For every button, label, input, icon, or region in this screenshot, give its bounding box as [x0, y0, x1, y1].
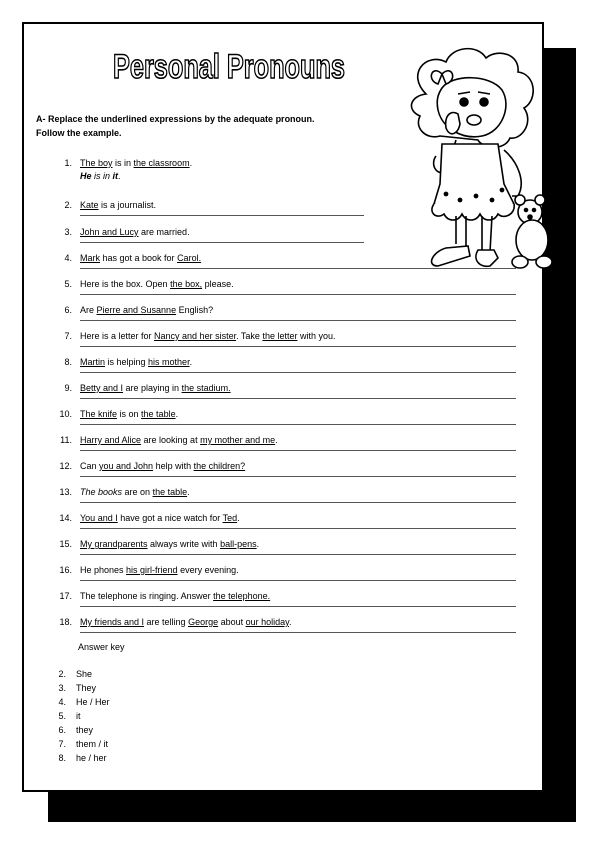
- answer-line[interactable]: [80, 372, 516, 373]
- exercise-sentence: [80, 304, 213, 316]
- answer-key-item: [44, 725, 244, 737]
- worksheet-page: [22, 22, 544, 792]
- answer-key-value: it: [76, 711, 81, 721]
- answer-line[interactable]: [80, 320, 516, 321]
- highlighted-expression: George: [188, 617, 219, 627]
- sentence-text: has got a book for: [100, 253, 178, 263]
- answer-key-number: 3.: [58, 683, 66, 693]
- highlighted-expression: ball-pens: [220, 539, 257, 549]
- answer-line[interactable]: [80, 215, 364, 216]
- item-number: 13.: [59, 487, 72, 497]
- answer-line[interactable]: [80, 580, 516, 581]
- exercise-item: [44, 616, 524, 636]
- instructions: [36, 112, 386, 140]
- exercise-sentence: [80, 434, 278, 446]
- sentence-text: .: [275, 435, 278, 445]
- exercise-item: [44, 330, 524, 350]
- sentence-text: English?: [176, 305, 214, 315]
- exercise-sentence: [80, 564, 239, 576]
- highlighted-expression: his mother: [148, 357, 190, 367]
- highlighted-expression: the telephone.: [213, 591, 271, 601]
- item-number: 8.: [64, 357, 72, 367]
- example-answer-middle: is in: [91, 171, 113, 181]
- highlighted-expression: the box,: [170, 279, 203, 289]
- answer-key-value: them / it: [76, 739, 109, 749]
- highlighted-expression: Martin: [80, 357, 106, 367]
- highlighted-expression: the table: [141, 409, 176, 419]
- exercise-sentence: [80, 408, 178, 420]
- sentence-text: .: [289, 617, 292, 627]
- highlighted-expression: The books: [80, 487, 123, 497]
- example-answer-end: .: [118, 171, 121, 181]
- sentence-text: The telephone is ringing. Answer: [80, 591, 214, 601]
- exercise-item: [44, 226, 524, 246]
- example-answer-object: it: [112, 171, 119, 181]
- answer-key-number: 2.: [58, 669, 66, 679]
- sentence-text: help with: [153, 461, 194, 471]
- sentence-text: .: [175, 409, 179, 419]
- sentence-text: are looking at: [141, 435, 201, 445]
- answer-key-value: he / her: [76, 753, 107, 763]
- highlighted-expression: the table: [152, 487, 188, 497]
- highlighted-expression: Pierre and Susanne: [96, 305, 177, 315]
- answer-key-number: 7.: [58, 739, 66, 749]
- sentence-text: He phones: [80, 565, 127, 575]
- exercise-item: [44, 538, 524, 558]
- example-item: [44, 157, 344, 183]
- exercise-sentence: [80, 330, 336, 342]
- highlighted-expression: his girl-friend: [126, 565, 178, 575]
- highlighted-expression: the classroom: [133, 158, 190, 168]
- highlighted-expression: My grandparents: [80, 539, 148, 549]
- exercise-item: [44, 278, 524, 298]
- answer-key-value: She: [76, 669, 93, 679]
- highlighted-expression: The knife: [80, 409, 118, 419]
- item-number: 5.: [64, 279, 72, 289]
- exercise-item: [44, 252, 524, 272]
- answer-key-number: 6.: [58, 725, 66, 735]
- exercise-item: [44, 460, 524, 480]
- girl-illustration: [386, 44, 556, 284]
- sentence-text: please.: [202, 279, 234, 289]
- answer-key-value: They: [76, 683, 97, 693]
- item-number: 7.: [64, 331, 72, 341]
- answer-key-value: He / Her: [76, 697, 110, 707]
- item-number: 4.: [64, 253, 72, 263]
- answer-key-item: [44, 753, 244, 765]
- sentence-text: are married.: [138, 227, 190, 237]
- highlighted-expression: my mother and me: [200, 435, 276, 445]
- answer-line[interactable]: [80, 632, 516, 633]
- sentence-text: are playing in: [123, 383, 182, 393]
- exercise-sentence: [80, 199, 156, 211]
- answer-key-item: [44, 711, 244, 723]
- sentence-text: are telling: [144, 617, 189, 627]
- exercise-item: [44, 590, 524, 610]
- highlighted-expression: Betty and I: [80, 383, 124, 393]
- sentence-text: .: [256, 539, 260, 549]
- answer-line[interactable]: [80, 268, 516, 269]
- item-number: 6.: [64, 305, 72, 315]
- instruction-line-1: A- Replace the underlined expressions by the adequate pronoun.: [36, 114, 315, 124]
- answer-line[interactable]: [80, 528, 516, 529]
- sentence-text: .: [189, 158, 193, 168]
- item-number: 3.: [64, 227, 72, 237]
- exercise-sentence: [80, 382, 231, 394]
- highlighted-expression: Harry and Alice: [80, 435, 142, 445]
- exercise-sentence: [80, 590, 270, 602]
- item-number: 2.: [64, 200, 72, 210]
- exercise-sentence: [80, 278, 234, 290]
- sentence-text: is a journalist.: [98, 200, 157, 210]
- sentence-text: Can: [80, 461, 100, 471]
- sentence-text: is in: [112, 158, 134, 168]
- sentence-text: Here is the box. Open: [80, 279, 171, 289]
- sentence-text: .: [187, 487, 190, 497]
- item-number: 17.: [59, 591, 72, 601]
- highlighted-expression: The boy: [80, 158, 113, 168]
- highlighted-expression: our holiday: [245, 617, 289, 627]
- exercise-item: [44, 564, 524, 584]
- exercise-sentence: [80, 226, 190, 238]
- exercise-sentence: [80, 486, 190, 498]
- exercise-sentence: [80, 356, 192, 368]
- answer-key-number: 4.: [58, 697, 66, 707]
- highlighted-expression: the children?: [193, 461, 246, 471]
- sentence-text: are on: [122, 487, 153, 497]
- exercise-sentence: [80, 252, 201, 264]
- exercise-item: [44, 382, 524, 402]
- sentence-text: is on: [117, 409, 142, 419]
- sentence-text: have got a nice watch for: [117, 513, 223, 523]
- sentence-text: Are: [80, 305, 97, 315]
- answer-key-item: [44, 683, 244, 695]
- example-answer: [80, 170, 121, 182]
- answer-key-value: they: [76, 725, 94, 735]
- highlighted-expression: You and I: [80, 513, 118, 523]
- exercise-item: [44, 199, 524, 219]
- page-title: [104, 40, 354, 90]
- sentence-text: .: [237, 513, 240, 523]
- answer-line[interactable]: [80, 242, 364, 243]
- item-number: 12.: [59, 461, 72, 471]
- sentence-text: Here is a letter for: [80, 331, 155, 341]
- answer-key-label: Answer key: [78, 642, 125, 652]
- item-number: 14.: [59, 513, 72, 523]
- item-number: 15.: [59, 539, 72, 549]
- item-number: 9.: [64, 383, 72, 393]
- highlighted-expression: you and John: [99, 461, 154, 471]
- item-number: 16.: [59, 565, 72, 575]
- exercise-item: [44, 434, 524, 454]
- answer-line[interactable]: [80, 476, 516, 477]
- highlighted-expression: John and Lucy: [80, 227, 139, 237]
- exercise-sentence: [80, 460, 245, 472]
- sentence-text: every evening.: [177, 565, 239, 575]
- highlighted-expression: Mark: [80, 253, 100, 263]
- highlighted-expression: the letter: [262, 331, 298, 341]
- sentence-text: about: [218, 617, 246, 627]
- highlighted-expression: My friends and I: [80, 617, 145, 627]
- highlighted-expression: Nancy and her sister: [154, 331, 237, 341]
- answer-key-number: 8.: [58, 753, 66, 763]
- exercise-item: [44, 512, 524, 532]
- answer-line[interactable]: [80, 554, 516, 555]
- answer-line[interactable]: [80, 606, 516, 607]
- item-number: 18.: [59, 617, 72, 627]
- item-number: 10.: [59, 409, 72, 419]
- exercise-item: [44, 408, 524, 428]
- sentence-text: with you.: [297, 331, 336, 341]
- sentence-text: always write with: [147, 539, 221, 549]
- answer-key-item: [44, 669, 244, 681]
- exercise-sentence: [80, 512, 240, 524]
- svg-text:Personal Pronouns: Personal Pronouns: [113, 48, 345, 86]
- answer-line[interactable]: [80, 398, 516, 399]
- instruction-line-2: Follow the example.: [36, 128, 122, 138]
- answer-line[interactable]: [80, 294, 516, 295]
- highlighted-expression: the stadium.: [181, 383, 231, 393]
- answer-key-item: [44, 697, 244, 709]
- exercise-item: [44, 304, 524, 324]
- answer-key-number: 5.: [58, 711, 66, 721]
- answer-line[interactable]: [80, 450, 516, 451]
- item-number: 11.: [60, 435, 72, 445]
- sentence-text: . Take: [236, 331, 263, 341]
- example-answer-pronoun: He: [80, 171, 92, 181]
- sentence-text: is helping: [105, 357, 149, 367]
- highlighted-expression: Ted: [222, 513, 238, 523]
- answer-line[interactable]: [80, 502, 516, 503]
- exercise-item: [44, 356, 524, 376]
- item-number: 1.: [64, 158, 72, 168]
- example-sentence: [80, 157, 192, 169]
- answer-line[interactable]: [80, 424, 516, 425]
- highlighted-expression: Carol.: [177, 253, 202, 263]
- highlighted-expression: Kate: [80, 200, 99, 210]
- exercise-item: [44, 486, 524, 506]
- answer-line[interactable]: [80, 346, 516, 347]
- answer-key-item: [44, 739, 244, 751]
- sentence-text: .: [189, 357, 193, 367]
- exercise-sentence: [80, 616, 292, 628]
- exercise-sentence: [80, 538, 259, 550]
